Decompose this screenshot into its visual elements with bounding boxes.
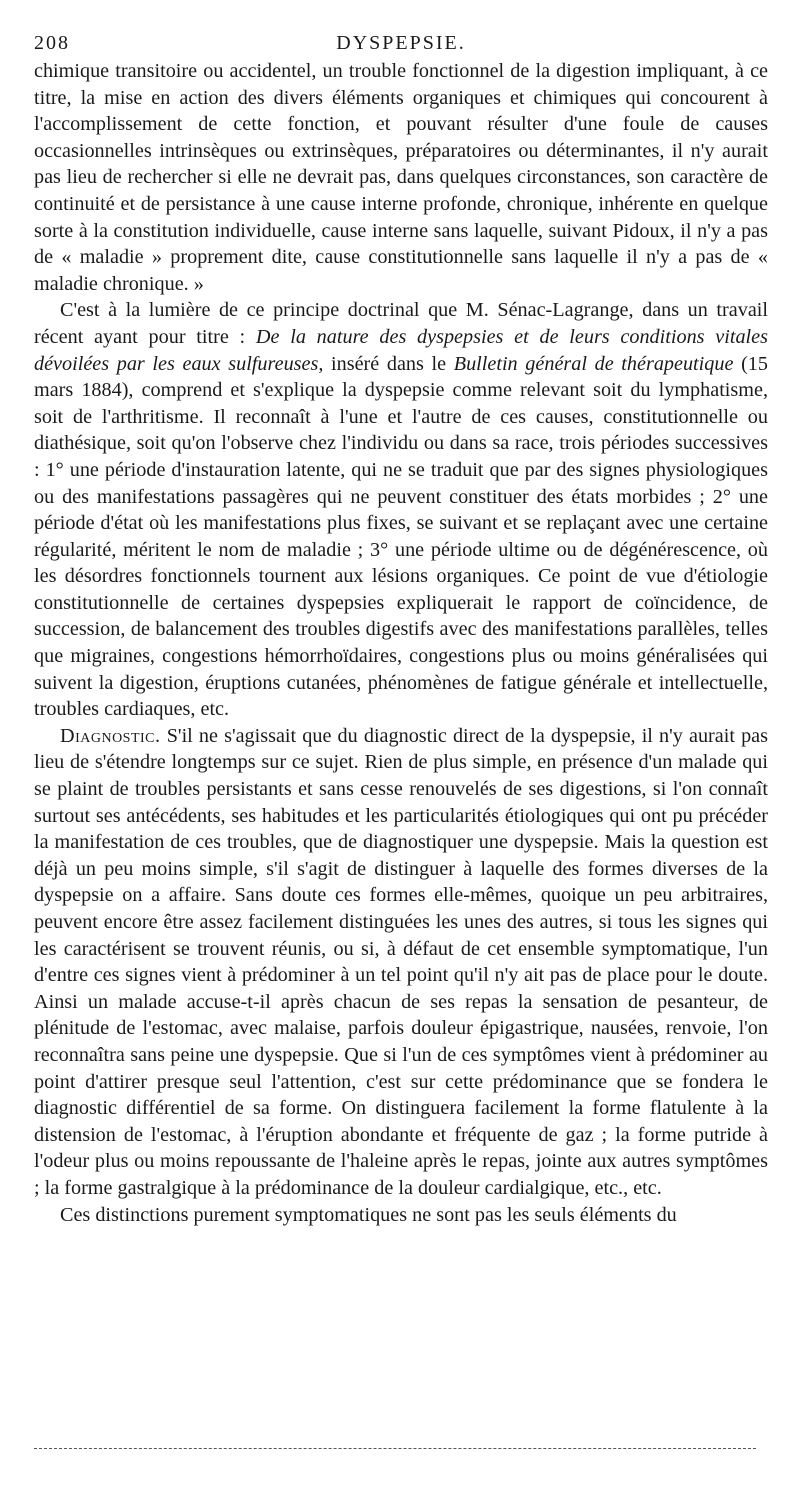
- running-header: [34, 28, 768, 58]
- book-page: [34, 28, 768, 1228]
- text-run: S'il ne s'agissait que du diagnostic direct de la dyspepsie, il n'y aurait pas lieu de s'étendre longtemps sur ce sujet. Rien de plus simple, en présence d'un malade qui se plaint de troubles persistants et sans cesse renouvelés de ses digestions, si l'on connaît surtout ses antécédents, ses habitudes et les particularités étiologiques qui ont pu précéder la manifestation de ces troubles, que de diagnostiquer une dyspepsie. Mais la question est déjà un peu moins simple, s'il s'agit de distinguer à laquelle des formes diverses de la dyspepsie on a affaire. Sans doute ces formes elle-mêmes, quoique un peu arbitraires, peuvent encore être assez facilement distinguées les unes des autres, si tous les signes qui les caractérisent se trouvent réunis, ou si, à défaut de cet ensemble symptomatique, l'un d'entre ces signes vient à prédominer à un tel point qu'il n'y ait pas de place pour le doute. Ainsi un malade accuse-t-il après chacun de ses repas la sensation de pesanteur, de plénitude de l'estomac, avec malaise, parfois douleur épigastrique, nausées, renvoie, l'on reconnaîtra sans peine une dyspepsie. Que si l'un de ces symptômes vient à prédominer au point d'attirer presque seul l'attention, c'est sur cette prédominance que se fondera le diagnostic différentiel de sa forme. On distinguera facilement la forme flatulente à la distension de l'estomac, à l'éruption abondante et fréquente de gaz ; la forme putride à l'odeur plus ou moins repoussante de l'haleine après le repas, jointe aux autres symptômes ; la forme gastralgique à la prédominance de la douleur cardialgique, etc., etc.: [34, 724, 768, 1199]
- footer-rule: [34, 1448, 756, 1449]
- page-number: 208: [34, 32, 70, 54]
- text-run: C'est à la lumière de ce principe doctrinal que M. Sénac-Lagrange, dans un travail récent ayant pour titre :: [34, 299, 768, 348]
- paragraph-diagnostic: [34, 723, 768, 1202]
- text-run: (15 mars 1884), comprend et s'explique la dyspepsie comme relevant soit du lymphatisme, soit de l'arthritisme. Il reconnaît à l'une et l'autre de ces causes, constitutionnelle ou diathésique, soit qu'on l'observe chez l'individu ou dans sa race, trois périodes successives : 1° une période d'instauration latente, qui ne se traduit que par des signes physiologiques ou des manifestations passagères qui ne peuvent constituer des états morbides ; 2° une période d'état où les manifestations plus fixes, se suivant et se replaçant avec une certaine régularité, méritent le nom de maladie ; 3° une période ultime ou de dégénérescence, où les désordres fonctionnels tournent aux lésions organiques. Ce point de vue d'étiologie constitutionnelle de certaines dyspepsies expliquerait le rapport de coïncidence, de succession, de balancement des troubles digestifs avec des manifestations parallèles, telles que migraines, congestions hémorrhoïdaires, congestions plus ou moins généralisées qui suivent la digestion, éruptions cutanées, phénomènes de fatigue générale et intellectuelle, troubles cardiaques, etc.: [34, 352, 768, 721]
- running-title: DYSPEPSIE.: [336, 32, 466, 54]
- paragraph-continuation: chimique transitoire ou accidentel, un trouble fonctionnel de la digestion impliquant, à ce titre, la mise en action des divers éléments organiques et chimiques qui concourent à l'accomplissement de cette fonction, et pouvant résulter d'une foule de causes occasionnelles intrinsèques ou extrinsèques, préparatoires ou déterminantes, il n'y aurait pas lieu de rechercher si elle ne devrait pas, dans quelques circonstances, son caractère de continuité et de persistance à une cause interne profonde, chronique, inhérente en quelque sorte à la constitution individuelle, cause interne sans laquelle, suivant Pidoux, il n'y a pas de « maladie » proprement dite, cause constitutionnelle sans laquelle il n'y a pas de « maladie chronique. »: [34, 60, 768, 295]
- paragraph-senac-lagrange: [34, 297, 768, 723]
- text-run: inséré dans le: [323, 352, 454, 375]
- body-text: [34, 58, 768, 1228]
- cited-work-title: De la nature des dyspepsies et de leurs conditions vitales dévoilées par les eaux sulfureuses,: [34, 325, 768, 375]
- cited-journal-title: Bulletin général de thérapeutique: [453, 352, 734, 375]
- section-heading-diagnostic: Diagnostic.: [60, 724, 161, 747]
- paragraph-last-line: Ces distinctions purement symptomatiques ne sont pas les seuls éléments du: [60, 1203, 677, 1226]
